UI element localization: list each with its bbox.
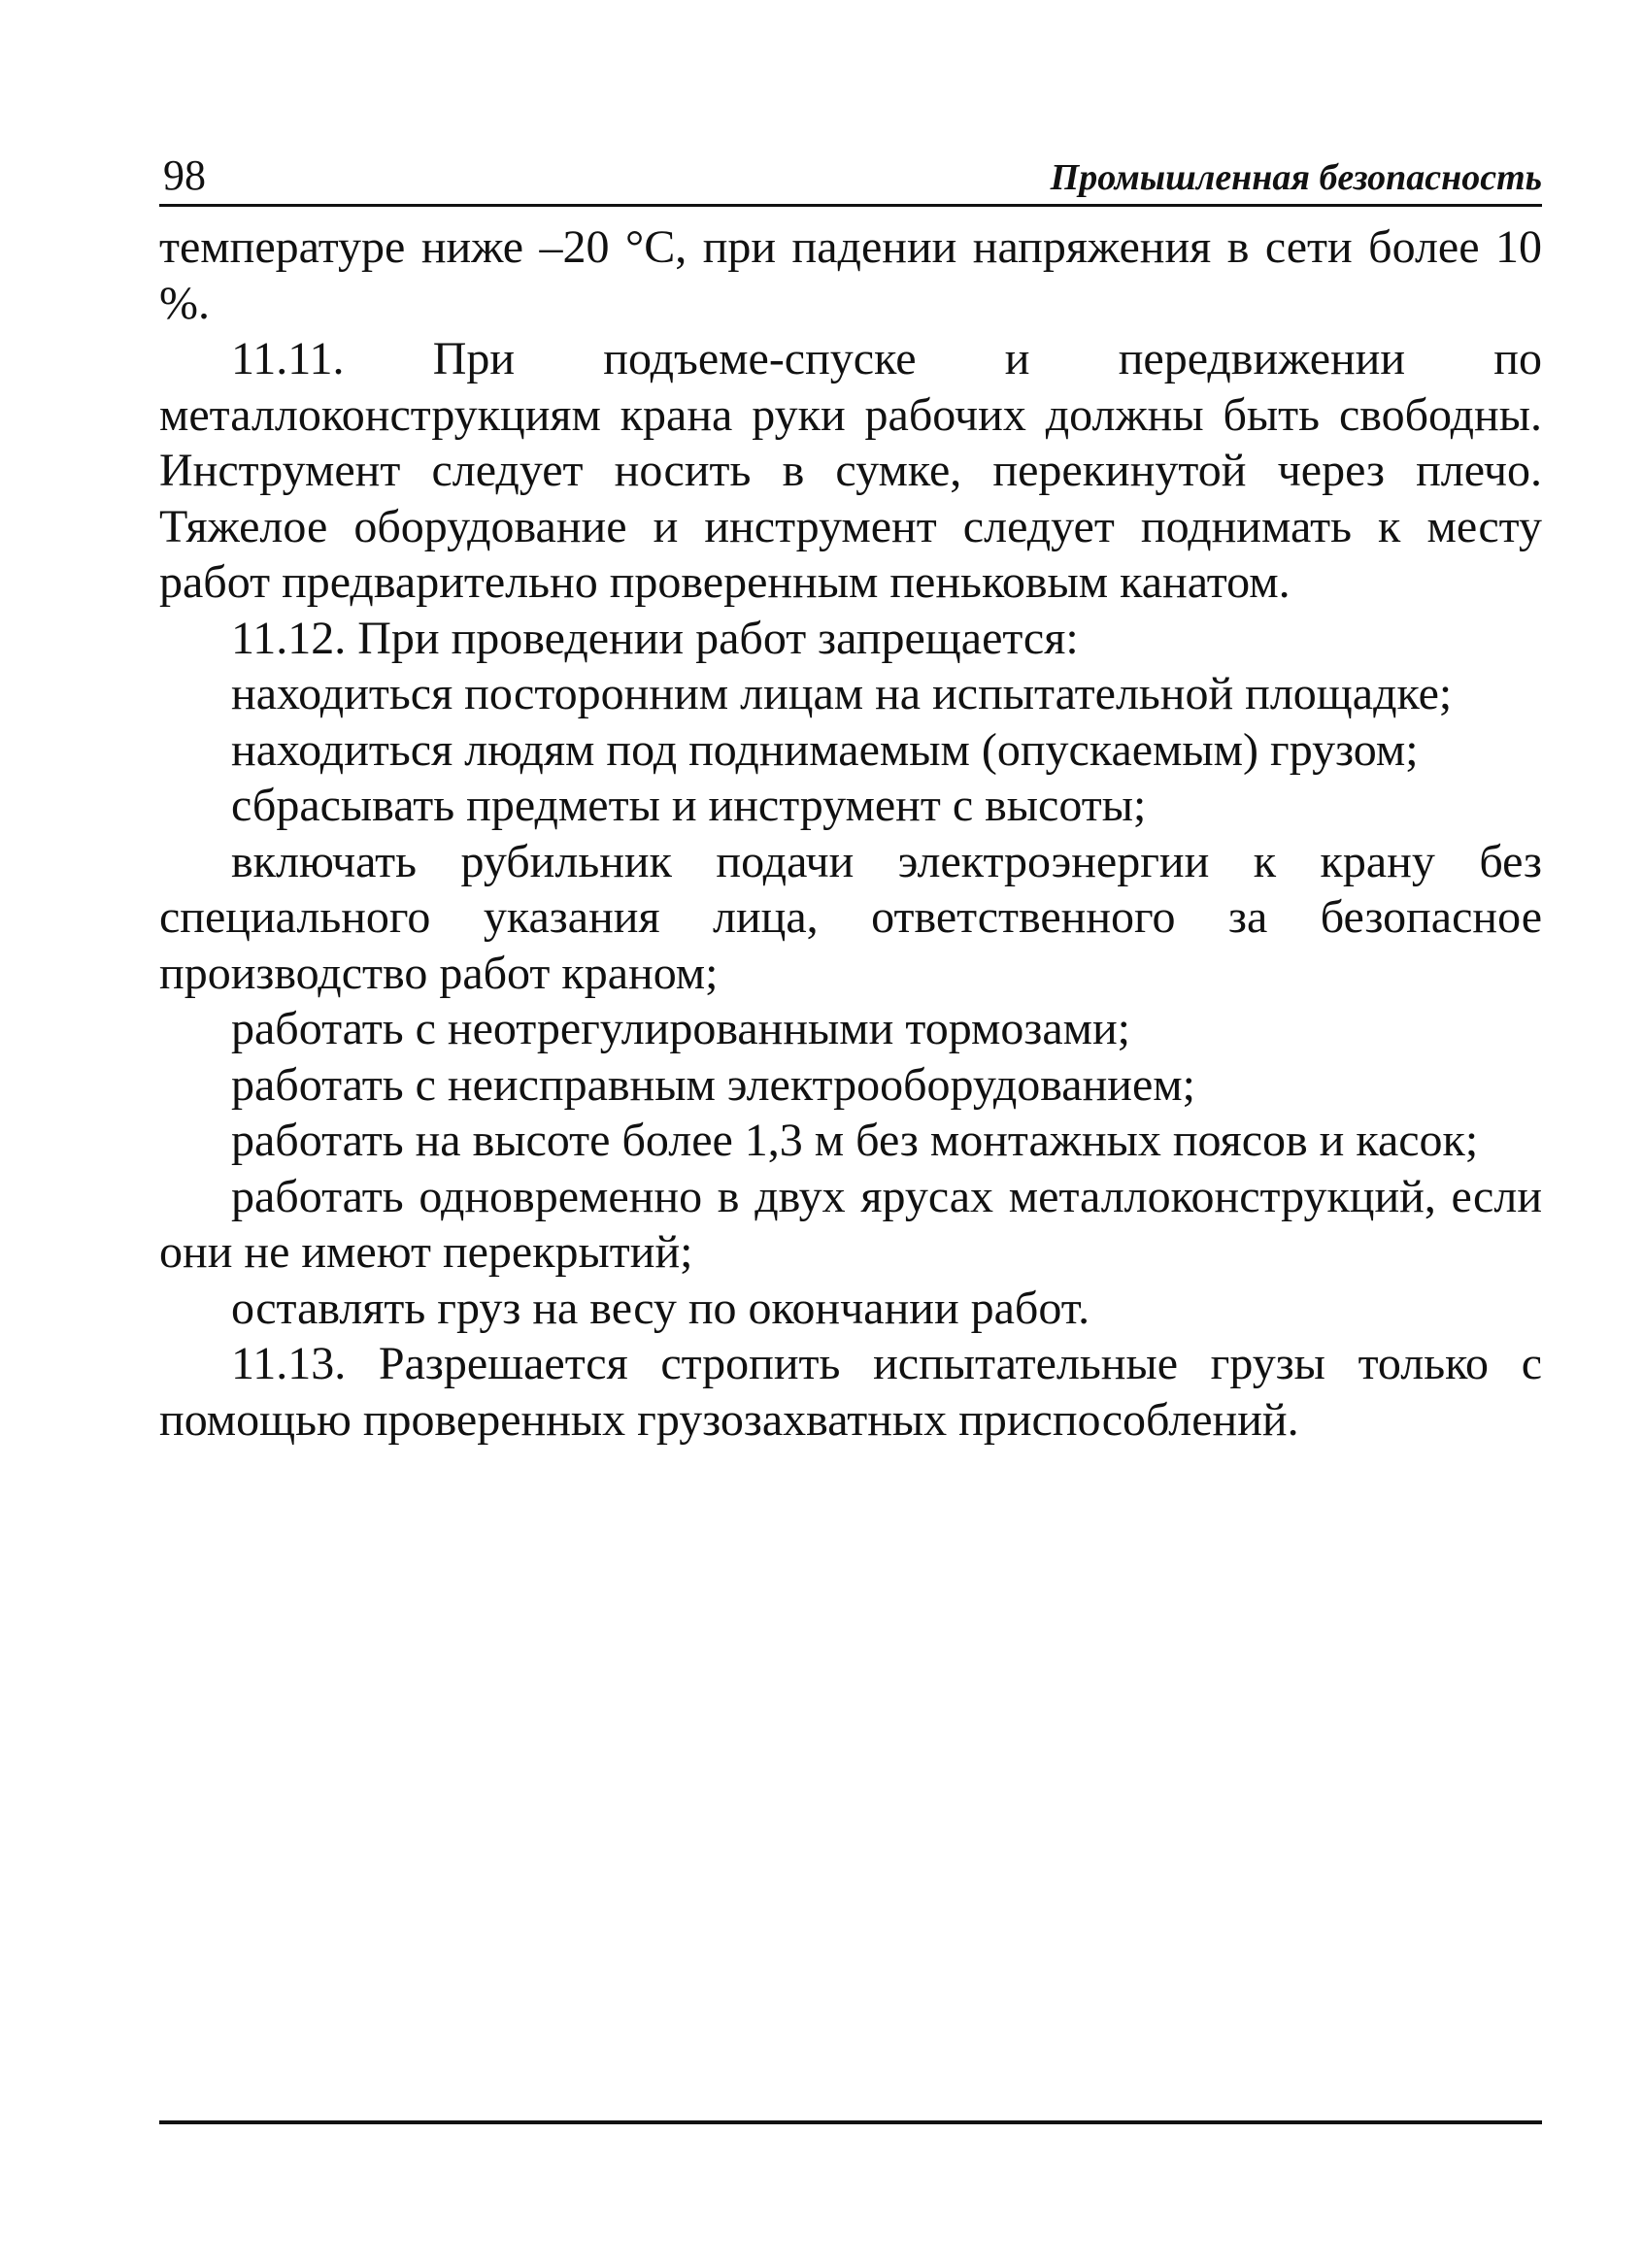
page-number: 98: [163, 151, 206, 199]
prohibition-item: работать на высоте более 1,3 м без монтажных поясов и касок;: [231, 1115, 1479, 1166]
bottom-rule: [159, 2120, 1542, 2124]
prohibition-item: включать рубильник подачи электроэнергии к крану без специального указания лица, ответственного за безопасное производство работ краном;: [159, 835, 1542, 999]
prohibition-item: работать с неисправным электрооборудованием;: [231, 1058, 1195, 1111]
running-header-title: Промышленная безопасность: [1050, 157, 1542, 198]
prohibition-item: оставлять груз на весу по окончании работ.: [231, 1282, 1090, 1334]
prohibition-item: находиться посторонним лицам на испытательной площадке;: [231, 668, 1453, 719]
document-page: [159, 0, 1542, 2268]
paragraph-11-11: 11.11. При подъеме-спуске и передвижении по металлоконструкциям крана руки рабочих должны быть свободны. Инструмент следует носить в сумке, перекинутой через плечо. Тяжелое оборудование и инструмент следует поднимать к месту работ предварительно проверенным пеньковым канатом.: [159, 333, 1542, 608]
prohibition-item: находиться людям под поднимаемым (опускаемым) грузом;: [231, 723, 1419, 776]
body-text: [159, 219, 1542, 1448]
prohibition-item: работать с неотрегулированными тормозами;: [231, 1003, 1131, 1054]
running-header: [159, 146, 1542, 207]
paragraph-continuation: температуре ниже –20 °С, при падении напряжения в сети более 10 %.: [159, 221, 1542, 329]
prohibition-item: сбрасывать предметы и инструмент с высоты;: [231, 780, 1147, 831]
prohibition-item: работать одновременно в двух ярусах металлоконструкций, если они не имеют перекрытий;: [159, 1170, 1542, 1278]
paragraph-11-12: 11.12. При проведении работ запрещается:: [231, 612, 1079, 664]
paragraph-11-13: 11.13. Разрешается стропить испытательные грузы только с помощью проверенных грузозахватных приспособлений.: [159, 1338, 1542, 1446]
